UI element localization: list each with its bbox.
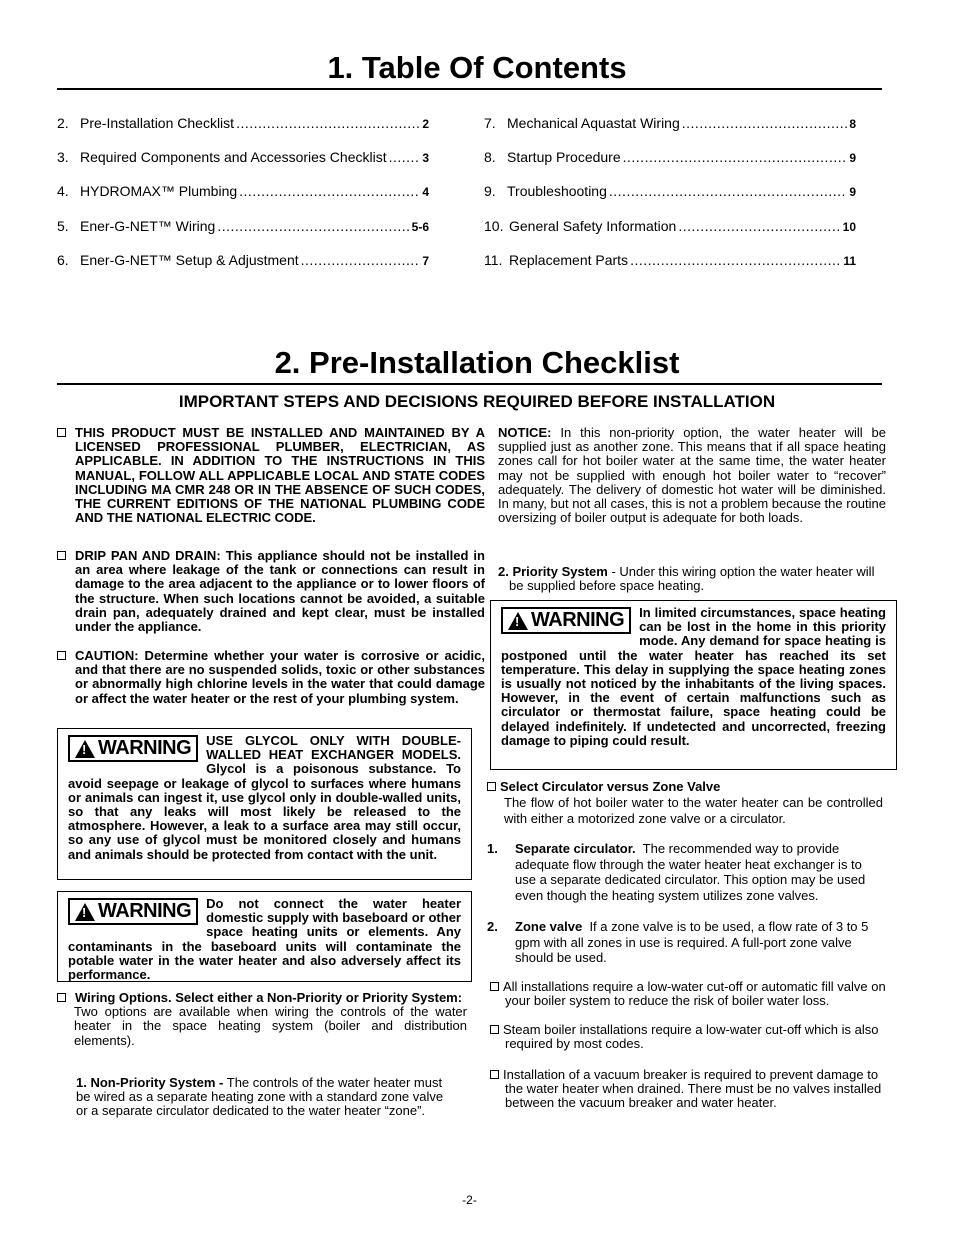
toc-label: Startup Procedure bbox=[507, 149, 621, 165]
select-circulator bbox=[487, 780, 883, 826]
checklist-item-licensed bbox=[57, 426, 485, 525]
warning-triangle-icon bbox=[75, 740, 95, 758]
zone-valve-text bbox=[515, 919, 877, 966]
page-number: -2- bbox=[462, 1193, 477, 1207]
toc-rule bbox=[57, 88, 882, 90]
toc-title: 1. Table Of Contents bbox=[327, 50, 627, 85]
separate-circulator-number: 1. bbox=[487, 841, 498, 856]
warning-triangle-icon bbox=[75, 903, 95, 921]
toc-leader bbox=[239, 183, 420, 199]
warning-text: Do not connect the water heater domestic supply with baseboard or other space heating units or elements. Any contaminants in the baseboard units will contaminate the potable water in the water heater and also adversely affect its performance. bbox=[68, 896, 461, 983]
separate-circulator-body: The recommended way to provide adequate flow through the water heater heat exchanger is to use a separate dedicated circulator. This option may be used even though the heating system utilizes zone valves. bbox=[515, 841, 866, 903]
toc-page: 10 bbox=[842, 220, 856, 234]
select-circulator-heading bbox=[487, 780, 883, 794]
toc-leader bbox=[236, 115, 420, 131]
wiring-options bbox=[57, 991, 467, 1048]
toc-item[interactable] bbox=[57, 149, 429, 165]
toc-label: Pre-Installation Checklist bbox=[80, 115, 235, 131]
warning-text: In limited circumstances, space heating can be lost in the home in this priority mode. Any demand for space heating is postponed until the water heater has reached its set temperature. This delay in supplying the space heating zones is usually not noticed by the inhabitants of the living spaces. However, in the event of certain malfunctions such as circulator or thermostat failure, space heating could be delayed indefinitely. If undetected and uncorrected, freezing damage to piping could result. bbox=[501, 605, 886, 748]
toc-page: 5-6 bbox=[411, 220, 429, 234]
toc-item[interactable] bbox=[484, 149, 856, 165]
zone-valve bbox=[487, 919, 877, 966]
checkbox-icon bbox=[57, 428, 66, 437]
wiring-head-text: Wiring Options. Select either a Non-Priority or Priority System: bbox=[75, 990, 463, 1005]
warning-logo bbox=[501, 607, 631, 634]
warning-domestic-supply bbox=[57, 891, 472, 982]
toc-label: Required Components and Accessories Checklist bbox=[80, 149, 387, 165]
priority-body: - Under this wiring option the water heater will be supplied before space heating. bbox=[509, 564, 875, 594]
warning-priority-mode bbox=[490, 600, 897, 770]
checklist-rule bbox=[57, 383, 882, 385]
toc-page: 11 bbox=[843, 254, 856, 268]
toc-leader bbox=[389, 149, 421, 165]
separate-circulator bbox=[487, 841, 877, 903]
checkbox-icon bbox=[487, 782, 496, 791]
toc-item[interactable] bbox=[57, 218, 429, 234]
zone-valve-number: 2. bbox=[487, 919, 498, 934]
separate-circulator-heading: Separate circulator. bbox=[515, 841, 636, 856]
steam-boiler-note bbox=[487, 1023, 899, 1051]
toc-page: 4 bbox=[422, 185, 429, 199]
warning-logo bbox=[68, 898, 198, 925]
wiring-options-body: Two options are available when wiring the controls of the water heater in the space heating system (boiler and distribution elements). bbox=[74, 1004, 467, 1048]
toc-item[interactable] bbox=[57, 183, 429, 199]
toc-page: 3 bbox=[422, 151, 429, 165]
non-priority-system bbox=[76, 1076, 446, 1119]
toc-item[interactable] bbox=[484, 252, 856, 268]
toc-leader bbox=[301, 252, 421, 268]
toc-leader bbox=[630, 252, 841, 268]
toc-leader bbox=[678, 218, 840, 234]
toc-num: 8. bbox=[484, 149, 496, 165]
toc-label: Ener-G-NET™ Wiring bbox=[80, 218, 216, 234]
separate-circulator-text bbox=[515, 841, 877, 903]
vacuum-breaker-note bbox=[487, 1068, 899, 1111]
non-priority-heading: 1. Non-Priority System - bbox=[76, 1075, 224, 1090]
toc-label: Ener-G-NET™ Setup & Adjustment bbox=[80, 252, 299, 268]
checkbox-icon bbox=[57, 651, 66, 660]
toc-leader bbox=[623, 149, 848, 165]
low-water-cutoff-note bbox=[487, 980, 899, 1008]
warning-glycol bbox=[57, 728, 472, 880]
toc-num: 10. bbox=[484, 218, 504, 234]
checkbox-icon bbox=[57, 993, 66, 1002]
checkbox-icon bbox=[490, 982, 499, 991]
wiring-options-heading bbox=[57, 991, 467, 1005]
note-text: Steam boiler installations require a low-water cut-off which is also required by most codes. bbox=[503, 1022, 879, 1052]
toc-item[interactable] bbox=[484, 183, 856, 199]
toc-page: 2 bbox=[422, 117, 429, 131]
note-text: Installation of a vacuum breaker is required to prevent damage to the water heater when drained. There must be no valves installed between the vacuum breaker and water heater. bbox=[503, 1067, 882, 1111]
warning-text: USE GLYCOL ONLY WITH DOUBLE-WALLED HEAT EXCHANGER MODELS. Glycol is a poisonous substance. To avoid seepage or leakage of glycol to surfaces where humans or animals can ingest it, use glycol only in double-walled units, so that any leaks will most likely be released to the atmosphere. However, a leak to a surface area may still occur, so any use of glycol must be monitored closely and humans and animals should be protected from contact with the unit. bbox=[68, 733, 461, 862]
item-text: CAUTION: Determine whether your water is corrosive or acidic, and that there are no suspended solids, toxic or other substances or abnormally high chlorine levels in the water that could damage or affect the water heater or the rest of your plumbing system. bbox=[75, 648, 485, 706]
warning-label: WARNING bbox=[98, 900, 192, 922]
checkbox-icon bbox=[490, 1025, 499, 1034]
toc-num: 4. bbox=[57, 183, 69, 199]
select-circulator-body: The flow of hot boiler water to the water heater can be controlled with either a motorized zone valve or a circulator. bbox=[504, 795, 883, 826]
checkbox-icon bbox=[57, 551, 66, 560]
toc-page: 7 bbox=[422, 254, 429, 268]
toc-item[interactable] bbox=[57, 252, 429, 268]
toc-label: HYDROMAX™ Plumbing bbox=[80, 183, 238, 199]
toc-num: 11. bbox=[484, 252, 503, 268]
warning-triangle-icon bbox=[508, 612, 528, 630]
toc-item[interactable] bbox=[484, 218, 856, 234]
checkbox-icon bbox=[490, 1070, 499, 1079]
toc-leader bbox=[609, 183, 847, 199]
item-text: DRIP PAN AND DRAIN: This appliance should not be installed in an area where leakage of the tank or connections can result in damage to the area adjacent to the appliance or to lower floors of the structure. When such locations cannot be avoided, a suitable drain pan, adequately drained and kept clear, must be installed under the appliance. bbox=[75, 548, 485, 635]
toc-leader bbox=[682, 115, 848, 131]
non-priority-body: The controls of the water heater must be wired as a separate heating zone with a standard zone valve or a separate circulator dedicated to the water heater “zone”. bbox=[76, 1075, 444, 1119]
toc-label: Troubleshooting bbox=[507, 183, 607, 199]
toc-num: 9. bbox=[484, 183, 496, 199]
warning-label: WARNING bbox=[98, 737, 192, 759]
checklist-item-caution bbox=[57, 649, 485, 706]
checklist-subtitle: IMPORTANT STEPS AND DECISIONS REQUIRED BEFORE INSTALLATION bbox=[178, 392, 776, 411]
toc-num: 5. bbox=[57, 218, 69, 234]
note-text: All installations require a low-water cut-off or automatic fill valve on your boiler system to reduce the risk of boiler water loss. bbox=[503, 979, 886, 1009]
notice-paragraph bbox=[498, 426, 886, 525]
notice-heading: NOTICE: bbox=[498, 425, 552, 440]
priority-system bbox=[498, 565, 883, 593]
toc-num: 7. bbox=[484, 115, 496, 131]
toc-page: 9 bbox=[849, 151, 856, 165]
zone-valve-body: If a zone valve is to be used, a flow rate of 3 to 5 gpm with all zones in use is required. A full-port zone valve should be used. bbox=[515, 919, 869, 965]
warning-label: WARNING bbox=[531, 609, 625, 631]
priority-heading: 2. Priority System bbox=[498, 564, 608, 579]
toc-item[interactable] bbox=[57, 115, 429, 131]
warning-logo bbox=[68, 735, 198, 762]
toc-leader bbox=[217, 218, 409, 234]
toc-label: General Safety Information bbox=[509, 218, 677, 234]
toc-label: Replacement Parts bbox=[509, 252, 629, 268]
toc-label: Mechanical Aquastat Wiring bbox=[507, 115, 680, 131]
toc-page: 8 bbox=[849, 117, 856, 131]
toc-page: 9 bbox=[849, 185, 856, 199]
select-head-text: Select Circulator versus Zone Valve bbox=[500, 779, 721, 794]
toc-num: 2. bbox=[57, 115, 69, 131]
item-text: THIS PRODUCT MUST BE INSTALLED AND MAINTAINED BY A LICENSED PROFESSIONAL PLUMBER, ELECTRICIAN, AS APPLICABLE. IN ADDITION TO THE INSTRUCTIONS IN THIS MANUAL, FOLLOW ALL APPLICABLE LOCAL AND STATE CODES INCLUDING MA CMR 248 OR IN THE ABSENCE OF SUCH CODES, THE CURRENT EDITIONS OF THE NATIONAL PLUMBING CODE AND THE NATIONAL ELECTRIC CODE. bbox=[75, 425, 485, 526]
notice-body: In this non-priority option, the water heater will be supplied just as another zone. This means that if all space heating zones call for hot boiler water at the same time, the water heater may not be supplied with enough hot boiler water to “recover” adequately. The delivery of domestic hot water will be diminished. In many, but not all cases, this is not a problem because the routine oversizing of boiler output is adequate for both loads. bbox=[498, 425, 886, 526]
toc-num: 3. bbox=[57, 149, 69, 165]
toc-num: 6. bbox=[57, 252, 69, 268]
zone-valve-heading: Zone valve bbox=[515, 919, 583, 934]
checklist-item-drip-pan bbox=[57, 549, 485, 634]
checklist-title: 2. Pre-Installation Checklist bbox=[274, 345, 680, 380]
toc-item[interactable] bbox=[484, 115, 856, 131]
